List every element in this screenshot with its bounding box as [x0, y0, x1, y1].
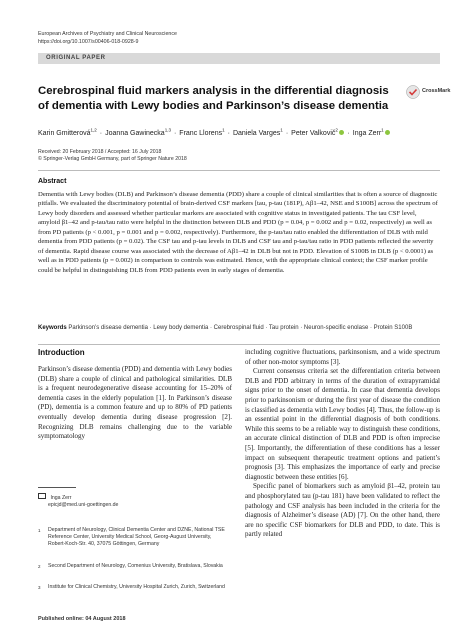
- footnote-rule: [38, 487, 76, 488]
- crossmark-icon: [406, 85, 420, 99]
- affiliation: 1 Department of Neurology, Clinical Dementia Center and DZNE, National TSE Reference Center, University Medical School, Georg-August University, Robert-Koch-Str. 40, 37075 Göttingen, Germany: [38, 527, 225, 547]
- intro-left-column: [38, 365, 232, 442]
- corresponding-name: Inga Zerr: [50, 495, 72, 501]
- divider: [38, 170, 440, 171]
- intro-paragraph: Specific panel of biomarkers such as amyloid β1–42, protein tau and phosphorylated tau (p-tau 181) have been validated to reflect the pathology and CSF analysis has been included in the criteria for the diagnosis of Alzheimer’s disease (AD) [7]. On the other hand, there are no specific CSF biomarkers for DLB and PDD, to date. This is partly related: [245, 482, 440, 539]
- copyright-line: © Springer-Verlag GmbH Germany, part of Springer Nature 2018: [38, 156, 187, 162]
- introduction-heading: Introduction: [38, 348, 85, 357]
- doi-link[interactable]: https://doi.org/10.1007/s00406-018-0928-9: [38, 38, 139, 45]
- intro-paragraph: including cognitive fluctuations, parkinsonism, and a wide spectrum of other non-motor symptoms [3].: [245, 348, 440, 366]
- journal-header: [38, 31, 177, 46]
- author[interactable]: Franc Llorens$^1$: [179, 128, 225, 138]
- author[interactable]: Karin Gmitterová$^{1,2}$: [38, 128, 97, 138]
- divider: [38, 344, 440, 345]
- intro-right-column: [245, 348, 440, 540]
- abstract-body: Dementia with Lewy bodies (DLB) and Parkinson’s disease dementia (PDD) share a couple of clinical similarities that is often a source of diagnostic pitfalls. We evaluated the discriminatory potential of brain-derived CSF markers [tau, p-tau (181P), Aβ1–42, NSE and S100B] across the spectrum of Lewy body disorders and assessed whether particular markers are associated with cognitive status in investigated patients. The tau CSF level, amyloid β1–42 and p-tau/tau ratio were helpful in the distinction between DLB and PDD (p = 0.04, p = 0.002 and p = 0.02, respectively) as well as from PD patients (p < 0.001, p = 0.001 and p = 0.002, respectively). Furthermore, the p-tau/tau ratio enabled the differentiation of DLB with mild dementia from PDD patients (p = 0.02). The CSF tau and p-tau levels in DLB and CSF tau and p-tau/tau ratio in PDD patients reflected the severity of dementia. Rapid disease course was associated with the decrease of Aβ1–42 in DLB but not in PDD. Elevation of S100B in DLB (p < 0.0001) as well as in PDD patients (p = 0.002) in comparison to controls was estimated. Hence, with the appropriate clinical context; the CSF marker profile could be helpful in distinguishing DLB from PDD patients even in early stages of dementia.: [38, 191, 438, 274]
- article-title: Cerebrospinal fluid markers analysis in the differential diagnosis of dementia with Lewy bodies and Parkinson’s disease dementia: [38, 85, 389, 112]
- corresponding-author: [38, 493, 228, 509]
- crossmark-badge[interactable]: [406, 83, 451, 101]
- affiliation-text: Institute for Clinical Chemistry, University Hospital Zurich, Zurich, Switzerland: [48, 584, 225, 590]
- affiliation-text: Second Department of Neurology, Comenius University, Bratislava, Slovakia: [48, 563, 223, 569]
- crossmark-label: CrossMark: [422, 88, 451, 94]
- affiliation: 3 Institute for Clinical Chemistry, University Hospital Zurich, Zurich, Switzerland: [38, 584, 225, 590]
- intro-paragraph: Current consensus criteria set the differentiation criteria between DLB and PDD arbitrary in terms of the duration of extrapyramidal signs prior to the onset of dementia. In case that dementia develops prior to parkinsonism or during the first year of disease the condition is classified as dementia with Lewy bodies [4]. Thus, the follow-up is an essential point in the differential diagnosis of both conditions. While this seems to be a reliable way to distinguish these conditions, an accurate clinical distinction of DLB and PDD is often imprecise [5]. Importantly, the differentiation of these conditions has a lesser impact on subsequent therapeutic treatment options and patient’s prognosis [3]. This emphasizes the importance of early and precise diagnostic between these entities [6].: [245, 367, 440, 481]
- published-online: Published online: 04 August 2018: [38, 616, 126, 622]
- article-type-banner: [38, 53, 440, 64]
- received-accepted: Received: 20 February 2018 / Accepted: 16 July 2018: [38, 149, 162, 155]
- corresponding-email[interactable]: epicjd@med.uni-goettingen.de: [48, 502, 119, 508]
- author[interactable]: Joanna Gawinecka$^{1,3}$: [105, 128, 171, 138]
- article-dates: [38, 149, 187, 163]
- journal-name: European Archives of Psychiatry and Clinical Neuroscience: [38, 31, 177, 37]
- orcid-icon[interactable]: [385, 130, 391, 136]
- envelope-icon: [38, 493, 46, 499]
- affiliation: 2 Second Department of Neurology, Comenius University, Bratislava, Slovakia: [38, 563, 223, 569]
- article-type-label: ORIGINAL PAPER: [46, 55, 106, 61]
- author[interactable]: Inga Zerr$^1$: [352, 128, 384, 138]
- keywords-label: Keywords: [38, 325, 67, 331]
- author-list: Karin Gmitterová$^{1,2}$ · Joanna Gawinecka$^{1,3}$ · Franc Llorens$^1$ · Daniela Varges$^1$ · Peter Valkovič$^2$ · Inga Zerr$^1$: [38, 126, 438, 138]
- affiliation-text: Department of Neurology, Clinical Dementia Center and DZNE, National TSE Reference Center, University Medical School, Georg-August University, Robert-Koch-Str. 40, 37075 Göttingen, Germany: [48, 527, 225, 547]
- author[interactable]: Peter Valkovič$^2$: [291, 128, 338, 138]
- keywords-text: Parkinson’s disease dementia · Lewy body dementia · Cerebrospinal fluid · Tau protein · Neuron-specific enolase · Protein S100B: [68, 325, 413, 331]
- keywords: [38, 324, 440, 333]
- author[interactable]: Daniela Varges$^1$: [232, 128, 283, 138]
- abstract-heading: Abstract: [38, 178, 67, 185]
- intro-paragraph: Parkinson’s disease dementia (PDD) and dementia with Lewy bodies (DLB) share a couple of clinical and pathological similarities. DLB is a frequent neurodegenerative disease accounting for 15–20% of dementia cases in the elderly population [1]. In Parkinson’s disease (PD), dementia is a common feature and up to 80% of PD patients eventually develop dementia during disease progression [2]. Recognizing DLB remains challenging due to the variable symptomatology: [38, 365, 232, 441]
